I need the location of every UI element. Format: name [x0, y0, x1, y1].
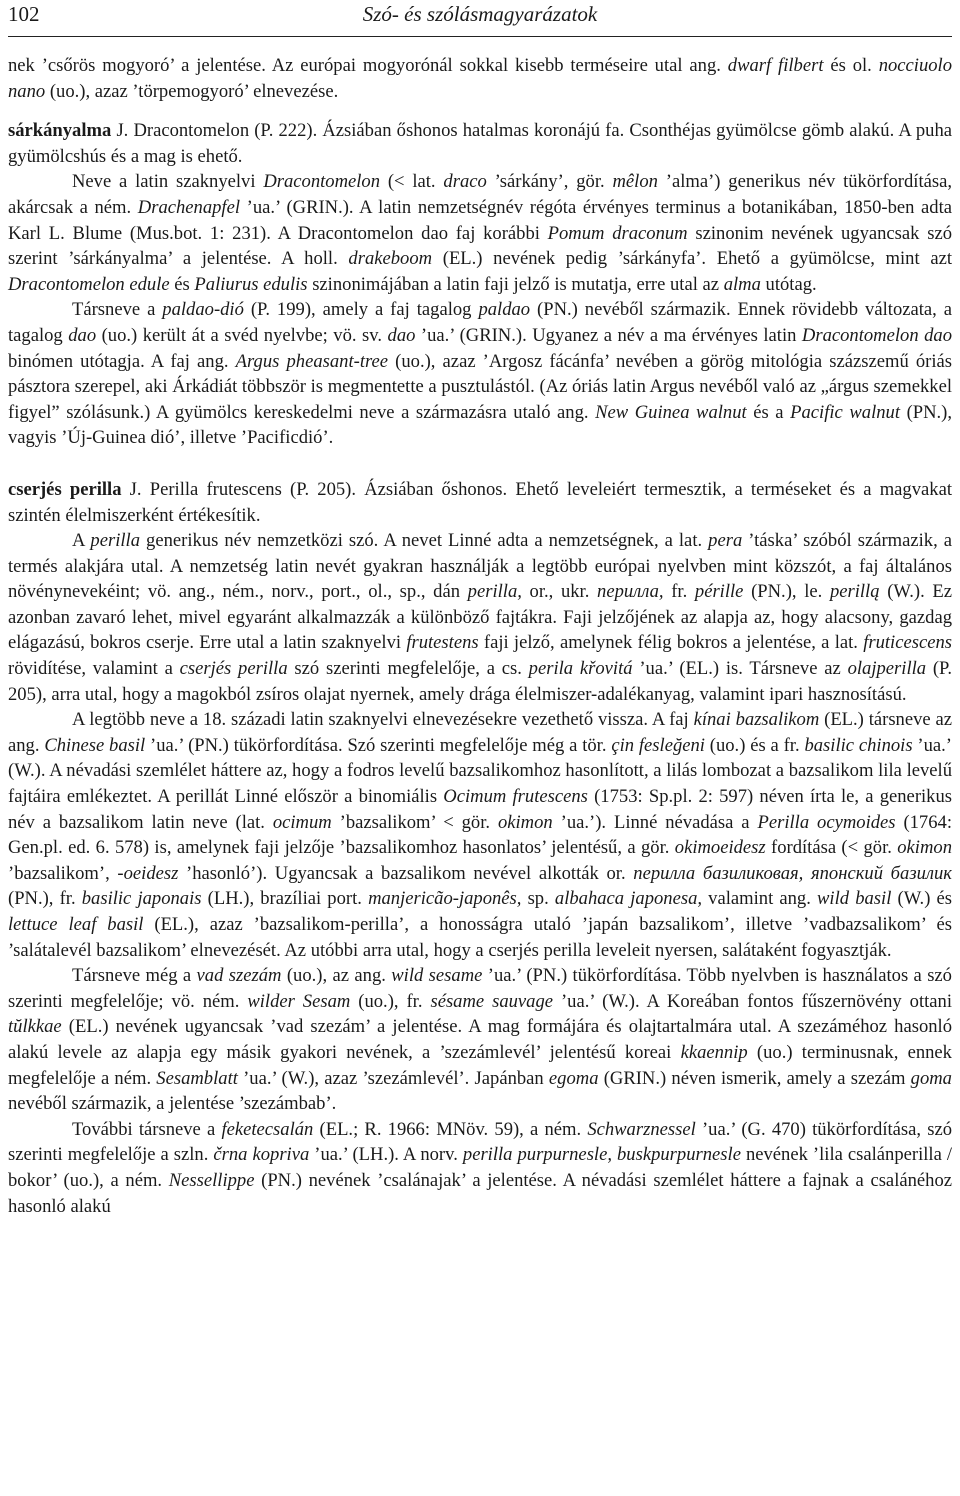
text-run: (PN.), le.	[743, 581, 830, 603]
text-run: (EL.) nevének pedig ’sárkányfa’. Ehető a gyümölcse, mint azt	[432, 248, 952, 270]
italic-term: manjericão-japonês,	[368, 888, 522, 910]
italic-term: sésame sauvage	[430, 990, 554, 1012]
text-run: ’ua.’ (W.), azaz ’szezámlevél’. Japánban	[237, 1067, 549, 1089]
text-run: ’ua.’ (GRIN.). Ugyanez a név a ma érvényes latin	[415, 324, 802, 346]
text-run: (EL.; R. 1966: MNöv. 59), a ném.	[313, 1118, 588, 1140]
text-run: (PN.), fr.	[8, 888, 82, 910]
text-run: ’ua.’ (LH.). A norv.	[309, 1144, 463, 1166]
italic-term: frutestens	[406, 632, 479, 654]
italic-term: basilic japonais	[81, 888, 202, 910]
text-run: nek ’csőrös mogyoró’ a jelentése. Az európai mogyorónál sokkal kisebb terméseire utal ang.	[8, 55, 728, 76]
italic-term: Chinese basil	[44, 734, 146, 756]
text-run: (P. 199), amely a faj tagalog	[243, 299, 479, 321]
text-run: rövidítése, valamint a	[8, 658, 180, 680]
text-run: ’bazsalikom’ < gör.	[331, 811, 498, 833]
paragraph-p6	[8, 528, 952, 707]
italic-term: Dracontomelon edule	[8, 273, 170, 295]
italic-term: paldao-dió	[162, 299, 244, 321]
text-run: fordítása (< gör.	[765, 837, 898, 859]
text-run: (1753: Sp.pl. 2: 597) néven írta le, a generikus név a bazsalikom latin neve (lat.	[8, 786, 953, 833]
text-run: ’ua.’ (PN.) tükörfordítása. Több nyelvben is használatos a szó szerinti megfelelője; vö. ném.	[8, 965, 952, 1012]
italic-term: drakeboom	[348, 248, 433, 270]
italic-term: okimon	[497, 811, 553, 833]
text-run: (PN.) nevéből származik. Ennek rövidebb változata, a tagalog	[8, 299, 953, 346]
italic-term: feketecsalán	[221, 1118, 314, 1140]
text-run: ’ua.’ (GRIN.). A latin nemzetségnév régóta érvényes terminus a botanikában, 1850-ben adta Karl L. Blume (Mus.bot. 1: 231). A Dracontomelon dao faj korábbi	[8, 196, 952, 244]
text-run: (W.). Ez azonban zavaró lehet, mivel egyaránt alkalmazzák a különböző fajtákra. Faji jelzőjének az alapja az, hogy alacsony, gazdag elágazású, bokros cserje. Erre utal a latin szaknyelvi	[8, 581, 952, 654]
paragraph-p2	[8, 118, 952, 169]
italic-term: goma	[910, 1067, 952, 1089]
italic-term: paldao	[478, 299, 531, 321]
text-run: További társneve a	[72, 1118, 222, 1140]
text-run: ’ua.’). Linné névadása a	[552, 811, 758, 833]
text-run: Társneve még a	[72, 965, 197, 987]
italic-term: wild sesame	[391, 965, 483, 987]
page-number: 102	[8, 2, 40, 26]
text-run: (PN.) nevének ’csalánajak’ a jelentése. A névadási szemlélet háttere a fajnak a csalánéhoz hasonló alakú	[8, 1169, 953, 1217]
headword: sárkányalma	[8, 120, 112, 142]
text-run: utótag.	[760, 273, 817, 295]
italic-term: tŭlkkae	[8, 1016, 62, 1038]
italic-term: dao	[387, 324, 416, 346]
text-run: (GRIN.) néven ismerik, amely a szezám	[598, 1067, 911, 1089]
text-run: faji jelző, amelynek félig bokros a jelentése, a lat.	[478, 632, 864, 654]
italic-term: Dracontomelon dao	[801, 324, 952, 346]
text-run: Társneve a	[72, 299, 163, 321]
text-run: ’táska’ szóból származik, a termés alakjára utal. A nemzetség latin nevét gyakran használják a legtöbb európai nyelvben mint közszót, a faj általános növénynevekéint; vö. ang., ném., norv., port., ol., sp., dán	[8, 530, 952, 603]
paragraph-gap	[8, 451, 952, 477]
italic-term: vad szezám	[196, 965, 282, 987]
paragraph-p3	[8, 169, 952, 297]
italic-term: çin fesleğeni	[611, 734, 705, 756]
text-run: ’ua.’ (W.). A névadási szemlélet háttere az, hogy a fodros levelű bazsalikomhoz hasonlított, a lilás lombozat a bazsalikom lila levelű fajtáira emlékeztet. A perillát Linné először a binomiális	[8, 734, 952, 808]
italic-term: cserjés perilla	[179, 658, 288, 680]
italic-term: Pomum draconum	[547, 222, 688, 244]
text-run: ’hasonló’). Ugyancsak a bazsalikom nevével alkották or.	[178, 862, 634, 884]
italic-term: lettuce leaf basil	[8, 914, 144, 935]
text-run: ’ua.’ (G. 470) tükörfordítása, szó szerinti megfelelője a szln.	[8, 1118, 953, 1166]
text-run: szinonim nevének ugyancsak szó szerint ’sárkányalma’ a jelentése. A holl.	[8, 222, 953, 270]
italic-term: albahaca japonesa,	[554, 888, 703, 910]
italic-term: alma	[723, 273, 761, 295]
text-run: J. Dracontomelon (P. 222). Ázsiában őshonos hatalmas koronájú fa. Csonthéjas gyümölcse gömb alakú. A puha gyümölcshús és a mag is ehető.	[8, 120, 952, 167]
italic-term: dwarf filbert	[727, 55, 824, 76]
text-run: (< lat.	[380, 171, 444, 193]
italic-term: Paliurus edulis	[194, 273, 308, 295]
paragraph-p1	[8, 53, 952, 104]
italic-term: Pacific walnut	[790, 401, 900, 423]
text-run: (W.) és	[891, 888, 953, 910]
text-run: ’ua.’ (W.). A Koreában fontos fűszernövény ottani	[553, 990, 952, 1012]
text-run: J. Perilla frutescens (P. 205). Ázsiában őshonos. Ehető leveleiért termesztik, a terméseket és a magvakat szintén élelmiszerként értékesítik.	[8, 478, 952, 526]
paragraph-p8	[8, 963, 952, 1117]
paragraph-p4	[8, 297, 952, 451]
text-run: és a	[746, 401, 791, 423]
italic-term: Ocimum frutescens	[443, 786, 588, 808]
italic-term: mêlon	[612, 171, 658, 193]
italic-term: olajperilla	[847, 658, 927, 680]
text-run: és	[169, 273, 195, 295]
italic-term: pera	[708, 530, 743, 552]
text-run: valamint ang.	[702, 888, 818, 910]
text-run: nevéből származik, a jelentése ’szezámbab’.	[8, 1093, 337, 1115]
text-run: ’bazsalikom’,	[8, 862, 118, 884]
italic-term: Argus pheasant-tree	[235, 350, 389, 372]
text-run: or., ukr.	[521, 581, 598, 603]
text-run: ’ua.’ (EL.) is. Társneve az	[632, 658, 848, 680]
text-run: generikus név nemzetközi szó. A nevet Linné adta a nemzetségnek, a lat.	[140, 530, 709, 552]
page-header	[8, 0, 952, 37]
text-run: ’alma’) generikus név tükörfordítása, akárcsak a ném.	[8, 171, 953, 218]
italic-term: egoma	[548, 1067, 599, 1089]
text-run: (uo.), azaz ’Argosz fácánfa’ nevében a görög mitológia százszemű óriás pásztora szerepel, aki Árkádiát többször is megmentette a pusztulástól. (Az óriás latin Argus nevéből való az „árgus szemekkel figyel” szólásunk.) A gyümölcs kereskedelmi neve a származásra utaló ang.	[8, 350, 952, 423]
headword: cserjés perilla	[8, 478, 122, 500]
italic-term: перилла базиликовая, японский базилик	[633, 862, 952, 884]
italic-term: perillą	[829, 581, 880, 603]
italic-term: Schwarznessel	[587, 1118, 696, 1140]
text-run: (uo.) került át a svéd nyelvbe; vö. sv.	[96, 324, 388, 346]
text-run: nevének ’lila csalánperilla / bokor’ (uo.), a ném.	[8, 1144, 952, 1191]
text-run: (uo.), fr.	[350, 990, 431, 1012]
italic-term: Dracontomelon	[263, 171, 381, 193]
italic-term: Drachenapfel	[137, 196, 241, 218]
italic-term: ocimum	[272, 811, 332, 833]
italic-term: kínai bazsalikom	[693, 709, 820, 731]
italic-term: перилла,	[597, 581, 664, 603]
paragraph-gap	[8, 104, 952, 118]
text-run: binómen utótagja. A faj ang.	[8, 350, 236, 372]
italic-term: basilic chinois	[804, 734, 913, 756]
text-run: (P. 205), arra utal, hogy a magokból zsíros olajat nyernek, amely drága élelmiszer-adalékanyag, valamint ipari hasznosítású.	[8, 658, 952, 705]
text-run: szó szerinti megfelelője, a cs.	[287, 658, 529, 680]
text-run: (1764: Gen.pl. ed. 6. 578) is, amelynek faji jelzője ’bazsalikomhoz hasonlatos’ jelentésű, a gör.	[8, 811, 952, 859]
italic-term: wild basil	[817, 888, 892, 910]
text-run: (uo.), azaz ’törpemogyoró’ elnevezése.	[45, 80, 339, 102]
italic-term: perila křovitá	[528, 658, 633, 680]
italic-term: draco	[443, 171, 487, 193]
italic-term: New Guinea walnut	[595, 401, 747, 423]
italic-term: kkaennip	[680, 1041, 748, 1063]
text-run: (uo.) és a fr.	[704, 734, 805, 756]
italic-term: nocciuolo nano	[8, 55, 953, 102]
italic-term: okimoeidesz	[674, 837, 766, 859]
running-title: Szó- és szólásmagyarázatok	[362, 2, 598, 26]
text-run: (EL.) nevének ugyancsak ’vad szezám’ a jelentése. A mag formájára és olajtartalmára utal. A szezáméhoz hasonló alakú levele az alapja egy másik gyakori nevének, a ’szezámlevél’ jelentésű koreai	[8, 1016, 952, 1063]
text-run: szinonimájában a latin faji jelző is mutatja, erre utal az	[307, 273, 724, 295]
text-run: A legtöbb neve a 18. századi latin szaknyelvi elnevezésekre vezethető vissza. A faj	[72, 709, 694, 731]
paragraph-p5	[8, 477, 952, 528]
text-run: A	[72, 530, 91, 552]
italic-term: pérille	[694, 581, 744, 603]
italic-term: -oeidesz	[117, 862, 179, 884]
italic-term: perilla	[90, 530, 141, 552]
text-run: (LH.), brazíliai port.	[201, 888, 369, 910]
italic-term: perilla,	[467, 581, 522, 603]
italic-term: fruticescens	[863, 632, 952, 654]
italic-term: Nessellippe	[168, 1169, 255, 1191]
italic-term: Sesamblatt	[156, 1067, 238, 1089]
italic-term: Perilla ocymoides	[757, 811, 896, 833]
text-run: (PN.), vagyis ’Új-Guinea dió’, illetve ’Pacificdió’.	[8, 401, 953, 449]
text-run: és ol.	[823, 55, 879, 76]
text-run: sp.	[521, 888, 555, 910]
page-body	[8, 53, 952, 1219]
paragraph-p9	[8, 1117, 952, 1219]
text-run: (EL.) társneve az ang.	[8, 709, 953, 756]
text-run: ’sárkány’, gör.	[486, 171, 613, 193]
text-run: (EL.), azaz ’bazsalikom-perilla’, a honosságra utaló ’japán bazsalikom’, illetve ’vadbazsalikom’ és ’salátalevél bazsalikom’ elnevezését. Az utóbbi arra utal, hogy a cserjés perilla leveleit nyersen, salátaként fogyasztják.	[8, 914, 952, 961]
text-run: Neve a latin szaknyelvi	[72, 171, 264, 193]
italic-term: perilla purpurnesle, buskpurpurnesle	[462, 1144, 741, 1166]
paragraph-p7	[8, 707, 952, 963]
italic-term: okimon	[897, 837, 952, 859]
text-run: (uo.), az ang.	[281, 965, 392, 987]
italic-term: dao	[68, 324, 97, 346]
italic-term: wilder Sesam	[247, 990, 351, 1012]
text-run: (uo.) terminusnak, ennek megfelelője a ném.	[8, 1041, 952, 1089]
text-run: fr.	[663, 581, 695, 603]
italic-term: črna kopriva	[213, 1144, 310, 1166]
text-run: ’ua.’ (PN.) tükörfordítása. Szó szerinti megfelelője még a tör.	[145, 734, 612, 756]
